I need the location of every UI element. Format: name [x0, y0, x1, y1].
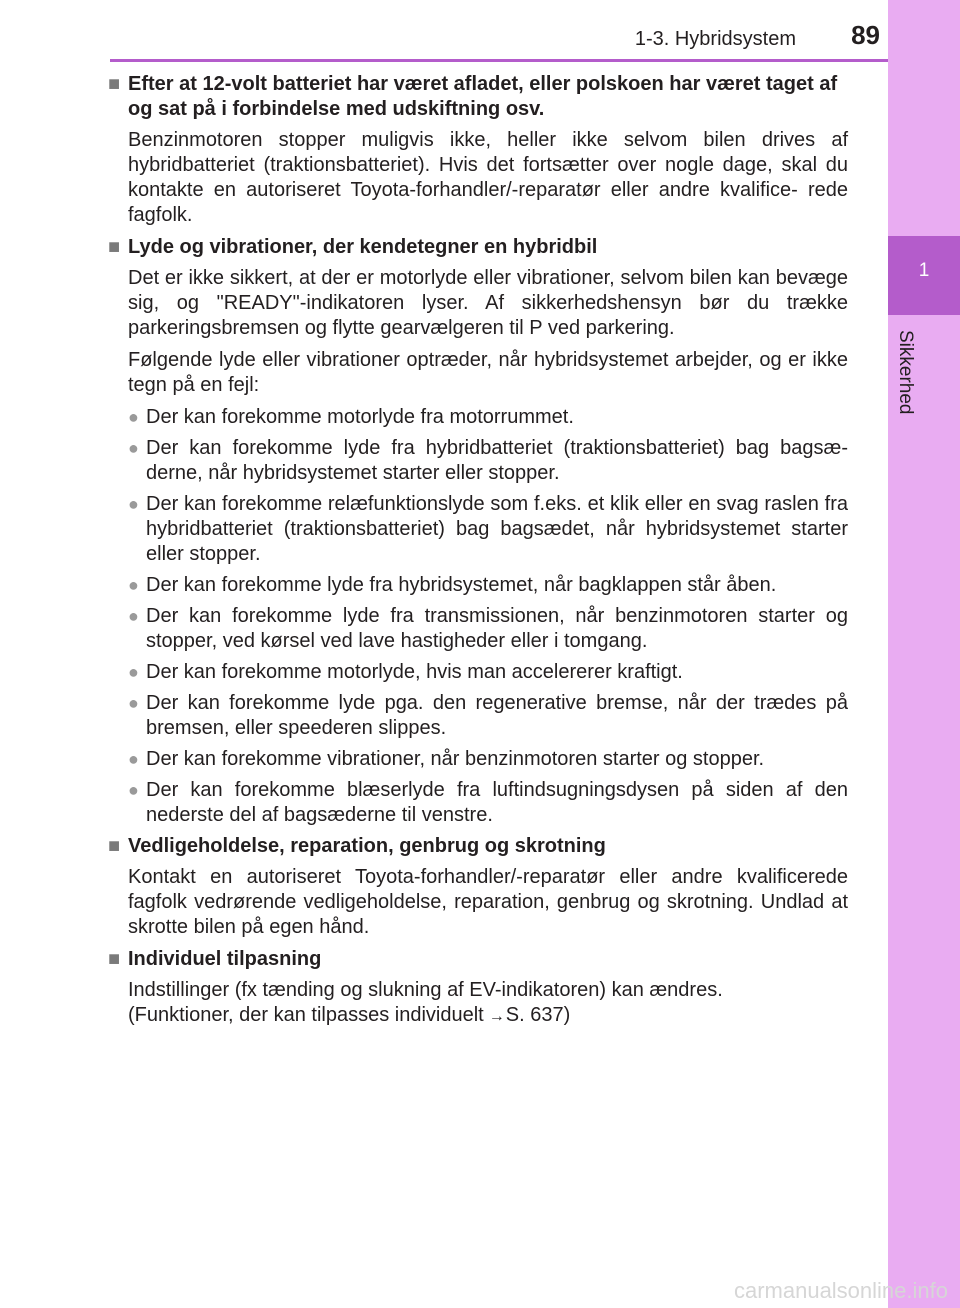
- list-item: [128, 436, 848, 486]
- paragraph: Følgende lyde eller vibrationer optræder, når hybridsystemet arbejder, og er ikke tegn på en fejl:: [128, 349, 848, 396]
- circle-bullet-icon: ●: [128, 494, 139, 514]
- circle-bullet-icon: ●: [128, 606, 139, 626]
- heading-text: Individuel tilpasning: [128, 948, 322, 970]
- section-title: 1-3. Hybridsystem: [634, 28, 796, 50]
- list-item: [128, 492, 848, 567]
- side-strip: [888, 0, 960, 1308]
- circle-bullet-icon: ●: [128, 780, 139, 800]
- list-item: [128, 405, 848, 430]
- list-item: [128, 573, 848, 598]
- circle-bullet-icon: ●: [128, 407, 139, 427]
- page-content: [108, 72, 848, 1036]
- heading-text: Efter at 12-volt batteriet har været afladet, eller polskoen har været taget af og sat på i forbindelse med udskiftning osv.: [128, 73, 838, 120]
- chapter-title: Sikkerhed: [895, 330, 916, 415]
- heading-text: Vedligeholdelse, reparation, genbrug og skrotning: [128, 835, 606, 857]
- paragraph: Benzinmotoren stopper muligvis ikke, heller ikke selvom bilen drives af hybridbatteriet (traktionsbatteriet). Hvis det fortsætter over nogle dage, skal du kontakte en autoriseret Toyota-forhandler/-reparatør eller andre kvalifice- rede fagfolk.: [128, 129, 848, 226]
- square-bullet-icon: ■: [108, 835, 121, 857]
- circle-bullet-icon: ●: [128, 575, 139, 595]
- list-item-text: Der kan forekomme motorlyde fra motorrummet.: [146, 406, 574, 428]
- section-heading: [108, 947, 848, 972]
- cross-reference: [128, 1003, 848, 1029]
- arrow-right-icon: →: [488, 1008, 505, 1025]
- paragraph: Kontakt en autoriseret Toyota-forhandler/-reparatør eller andre kvalificerede fagfolk vedrørende vedligeholdelse, reparation, genbrug og skrotning. Undlad at skrotte bilen på egen hånd.: [128, 866, 848, 938]
- list-item: [128, 747, 848, 772]
- list-item-text: Der kan forekomme lyde fra hybridbatteriet (traktionsbatteriet) bag bagsæ- derne, når hybridsystemet starter eller stopper.: [146, 437, 848, 484]
- circle-bullet-icon: ●: [128, 749, 139, 769]
- list-item-text: Der kan forekomme blæserlyde fra luftindsugningsdysen på siden af den nederste del af bagsæderne til venstre.: [146, 779, 848, 826]
- watermark: carmanualsonline.info: [733, 1278, 948, 1303]
- list-item-text: Der kan forekomme vibrationer, når benzinmotoren starter og stopper.: [146, 748, 765, 770]
- reference-link[interactable]: S. 637): [505, 1004, 571, 1026]
- page-number: 89: [851, 20, 880, 50]
- heading-text: Lyde og vibrationer, der kendetegner en hybridbil: [128, 236, 598, 258]
- list-item-text: Der kan forekomme lyde pga. den regenerative bremse, når der trædes på bremsen, eller speederen slippes.: [146, 692, 848, 739]
- square-bullet-icon: ■: [108, 236, 121, 258]
- circle-bullet-icon: ●: [128, 438, 139, 458]
- paragraph: Det er ikke sikkert, at der er motorlyde eller vibrationer, selvom bilen kan bevæge sig, og "READY"-indikatoren lyser. Af sikkerhedshensyn bør du trække parkeringsbremsen og flytte gearvælgeren til P ved parkering.: [128, 267, 848, 339]
- section-heading: [108, 834, 848, 859]
- list-item: [128, 778, 848, 828]
- circle-bullet-icon: ●: [128, 662, 139, 682]
- section-heading: [108, 235, 848, 260]
- list-item-text: Der kan forekomme relæfunktionslyde som f.eks. et klik eller en svag raslen fra hybridbatteriet (traktionsbatteriet) bag bagsædet, når hybridsystemet starter eller stopper.: [146, 493, 848, 565]
- section-heading: [108, 72, 848, 122]
- list-item-text: Der kan forekomme motorlyde, hvis man accelererer kraftigt.: [146, 661, 683, 683]
- square-bullet-icon: ■: [108, 73, 121, 95]
- circle-bullet-icon: ●: [128, 693, 139, 713]
- paragraph: Indstillinger (fx tænding og slukning af EV-indikatoren) kan ændres.: [128, 979, 723, 1001]
- chapter-number: 1: [918, 260, 930, 281]
- reference-text: (Funktioner, der kan tilpasses individuelt: [128, 1004, 484, 1026]
- list-item: [128, 691, 848, 741]
- header-rule: [110, 59, 888, 62]
- list-item: [128, 604, 848, 654]
- list-item: [128, 660, 848, 685]
- list-item-text: Der kan forekomme lyde fra transmissionen, når benzinmotoren starter og stopper, ved kørsel ved lave hastigheder eller i tomgang.: [146, 605, 848, 652]
- square-bullet-icon: ■: [108, 948, 121, 970]
- list-item-text: Der kan forekomme lyde fra hybridsystemet, når bagklappen står åben.: [146, 574, 777, 596]
